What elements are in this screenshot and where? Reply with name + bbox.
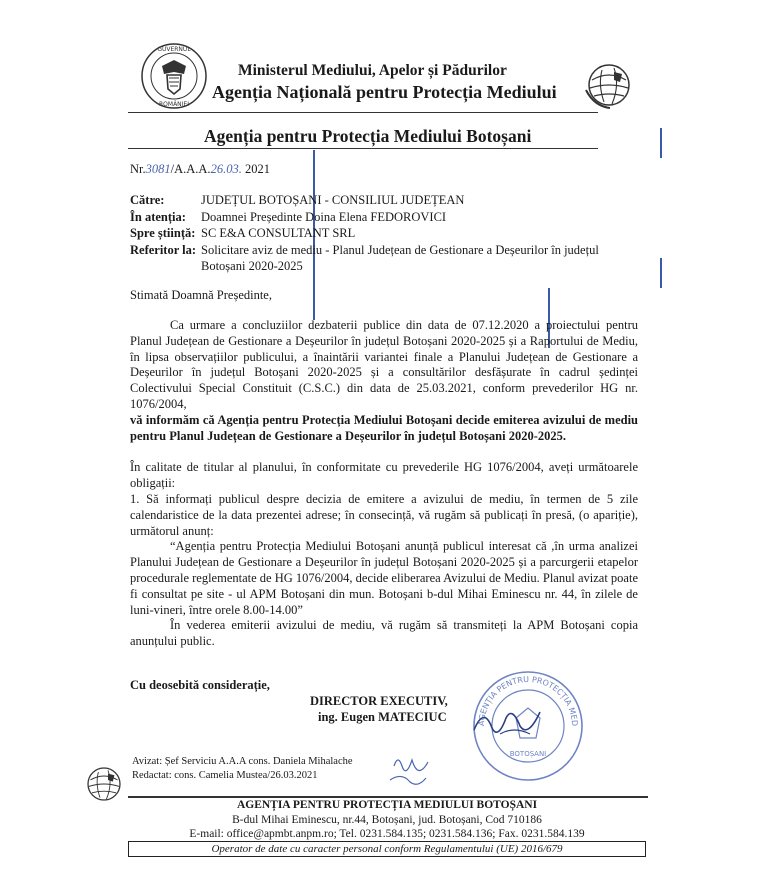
footer-globe-logo [84,764,124,804]
nr-year: 2021 [244,162,270,176]
meta-value: Solicitare aviz de mediu - Planul Județean de Gestionare a Deșeurilor în județul Botoșani 2020-2025 [201,242,599,273]
svg-text:ROMÂNIEI: ROMÂNIEI [159,101,189,108]
meta-label: Spre știință: [130,226,196,240]
paragraph-3: 1. Să informați publicul despre decizia de emitere a avizului de mediu, în termen de 5 zile calendaristice de la data prezentei adrese; în consecință, vă rugăm să publicați în presă, (o apariție), următorul anunț: [130,491,638,538]
meta-label: Către: [130,193,165,207]
handwritten-signature [470,700,550,744]
meta-row [130,242,638,275]
paragraph-1: Ca urmare a concluziilor dezbaterii publice din data de 07.12.2020 a proiectului pentru Planul Județean de Gestionare a Deșeurilor în județul Botoșani 2020-2025 și a Raportului de Mediu, în lipsa observațiilor publicului, a înaintării variantei finale a Planului Județean de Gestionare a Deșeurilor în județul Botoșani 2020-2025 și a consultărilor desfășurate în cadrul ședinței Colectivului Special Constituit (C.S.C.) din data de 25.03.2021, conform prevederilor HG nr. 1076/2004, [130,318,638,411]
header-rule-top [128,112,598,113]
signatory-name: ing. Eugen MATECIUC [318,710,447,724]
footer-agency-name: AGENȚIA PENTRU PROTECȚIA MEDIULUI BOTOȘANI [236,799,538,811]
apm-title: Agenția pentru Protecția Mediului Botoșani [204,126,532,146]
meta-value: SC E&A CONSULTANT SRL [201,226,356,240]
meta-label: În atenția: [130,209,186,224]
paragraph-4-announcement: “Agenția pentru Protecția Mediului Botoșani anunță publicul interesat că ,în urma analizei Planului Județean de Gestionare a Deșeurilor în județul Botoșani 2020-2025 și a parcurgerii etapelor procedurale reglementate de HG 1076/2004, decide eliberarea Avizului de Mediu. Planul avizat poate fi consultat pe site - ul APM Botoșani din mun. Botoșani b-dul Mihai Eminescu nr. 44, în zilele de luni-vineri, între orele 8.00-14.00” [130,539,638,617]
romania-coat-of-arms-logo [140,42,208,110]
ministry-name: Ministerul Mediului, Apelor și Pădurilor [238,62,507,79]
footer-address: B-dul Mihai Eminescu, nr.44, Botoșani, jud. Botoșani, Cod 710186 [232,814,542,826]
national-agency-name: Agenția Națională pentru Protecția Mediului [212,82,557,102]
nr-prefix: Nr. [130,162,146,176]
avizat-line: Avizat: Șef Serviciu A.A.A cons. Daniela Mihalache [132,756,353,767]
anpm-globe-logo [584,60,634,110]
header-rule-bottom [128,148,598,149]
svg-text:BOTOȘANI: BOTOȘANI [509,750,547,758]
nr-handwritten-date: 26.03. [210,162,242,176]
nr-handwritten-number: 3081 [145,162,171,176]
letter-body [130,318,638,650]
footer-gdpr-notice: Operator de date cu caracter personal conform Regulamentului (UE) 2016/679 [128,841,646,857]
scan-line [660,128,662,158]
salutation: Stimată Doamnă Președinte, [130,288,272,302]
meta-row [130,209,638,226]
scan-line [660,258,662,288]
redactat-line: Redactat: cons. Camelia Mustea/26.03.2021 [132,770,318,781]
address-block [130,192,638,275]
meta-row [130,192,638,209]
nr-mid: /A.A.A. [170,162,211,176]
meta-row [130,225,638,242]
footer-contact: E-mail: office@apmbt.anpm.ro; Tel. 0231.584.135; 0231.584.136; Fax. 0231.584.139 [189,828,585,840]
initials-signature [388,752,448,788]
meta-label: Referitor la: [130,242,197,257]
signatory-title: DIRECTOR EXECUTIV, [310,694,448,708]
meta-value: JUDEȚUL BOTOȘANI - CONSILIUL JUDEȚEAN [201,193,465,207]
closing: Cu deosebită considerație, [130,678,270,692]
registration-number [130,162,270,177]
paragraph-2: În calitate de titular al planului, în conformitate cu prevederile HG 1076/2004, aveți următoarele obligații: [130,460,638,491]
paragraph-5: În vederea emiterii avizului de mediu, vă rugăm să transmiteți la APM Botoșani copia anunțului public. [130,618,638,649]
meta-value: Doamnei Președinte Doina Elena FEDOROVICI [201,209,447,224]
svg-text:GUVERNUL: GUVERNUL [157,46,191,53]
paragraph-1-decision: vă informăm că Agenția pentru Protecția Mediului Botoșani decide emiterea avizului de mediu pentru Planul Județean de Gestionare a Deșeurilor în județul Botoșani 2020-2025. [130,412,638,443]
svg-text:AGENȚIA PENTRU PROTECȚIA MEDIU: AGENȚIA PENTRU PROTECȚIA MED [476,674,580,727]
